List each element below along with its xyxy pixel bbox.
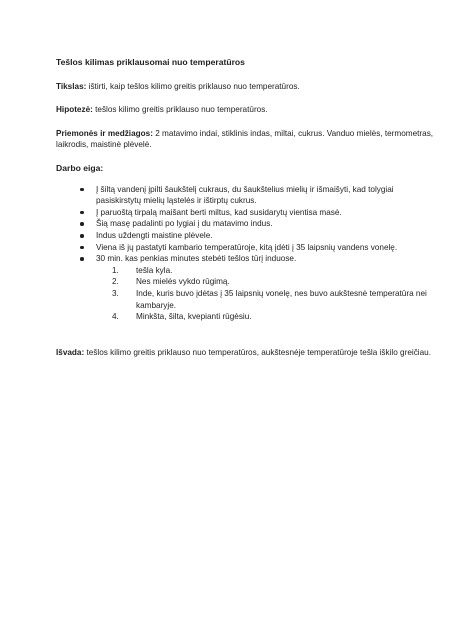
procedure-step-text: Į šiltą vandenį įpilti šaukštelį cukraus, du šaukštelius mielių ir išmaišyti, kad tolygiai pasiskirstytų mielių ląstelės ir ištirptų cukrus.: [96, 184, 394, 206]
observation-text: tešla kyla.: [136, 265, 173, 275]
procedure-step-text: Į paruoštą tirpalą maišant berti miltus, kad susidarytų vientisa masė.: [96, 207, 342, 217]
conclusion-paragraph: [56, 347, 434, 359]
observation-text: Minkšta, šilta, kvepianti rūgėsiu.: [136, 312, 252, 322]
materials-label: Priemonės ir medžiagos:: [56, 128, 153, 138]
procedure-step: [96, 253, 434, 323]
observation-number: 4.: [112, 312, 119, 322]
conclusion-text: tešlos kilimo greitis priklauso nuo temperatūros, aukštesnėje temperatūroje tešla iškilo greičiau.: [86, 347, 431, 357]
materials-paragraph: [56, 128, 434, 151]
observation-item: [112, 288, 434, 311]
observation-text: Inde, kuris buvo įdėtas į 35 laipsnių vonelę, nes buvo aukštesnė temperatūra nei kambaryje.: [136, 288, 427, 310]
bullet-icon: [80, 257, 84, 261]
observation-list: [96, 265, 434, 323]
spacer: [56, 323, 434, 347]
procedure-step-text: Šią masę padalinti po lygiai į du matavimo indus.: [96, 219, 273, 229]
procedure-step: [96, 184, 434, 207]
procedure-step: [96, 207, 434, 219]
bullet-icon: [80, 234, 84, 238]
procedure-step: [96, 242, 434, 254]
document-title: Tešlos kilimas priklausomai nuo temperatūros: [56, 57, 245, 67]
bullet-icon: [80, 222, 84, 226]
goal-text: ištirti, kaip tešlos kilimo greitis priklauso nuo temperatūros.: [88, 81, 300, 91]
hypothesis-label: Hipotezė:: [56, 105, 93, 115]
conclusion-label: Išvada:: [56, 347, 85, 357]
procedure-step-text: Indus uždengti maistine plėvele.: [96, 230, 213, 240]
goal-paragraph: [56, 81, 434, 93]
goal-label: Tikslas:: [56, 81, 87, 91]
hypothesis-text: tešlos kilimo greitis priklauso nuo temperatūros.: [95, 105, 268, 115]
observation-number: 2.: [112, 277, 119, 287]
procedure-step: [96, 230, 434, 242]
bullet-icon: [80, 188, 84, 192]
procedure-heading: Darbo eiga:: [56, 162, 104, 173]
bullet-icon: [80, 211, 84, 215]
observation-text: Nes mielės vykdo rūgimą.: [136, 277, 230, 287]
procedure-step-text: 30 min. kas penkias minutes stebėti tešlos tūrį induose.: [96, 254, 297, 264]
hypothesis-paragraph: [56, 104, 434, 116]
observation-item: [112, 311, 434, 323]
document-body: [56, 57, 434, 370]
observation-item: [112, 276, 434, 288]
procedure-step-text: Viena iš jų pastatyti kambario temperatūroje, kitą įdėti į 35 laipsnių vandens vonelę.: [96, 242, 398, 252]
procedure-list: [56, 184, 434, 323]
bullet-icon: [80, 246, 84, 250]
observation-item: [112, 265, 434, 277]
materials-text: 2 matavimo indai, stiklinis indas, miltai, cukrus. Vanduo mielės, termometras, laikrodis, maistinė plėvelė.: [56, 128, 434, 150]
observation-number: 3.: [112, 288, 119, 298]
procedure-step: [96, 218, 434, 230]
observation-number: 1.: [112, 265, 119, 275]
